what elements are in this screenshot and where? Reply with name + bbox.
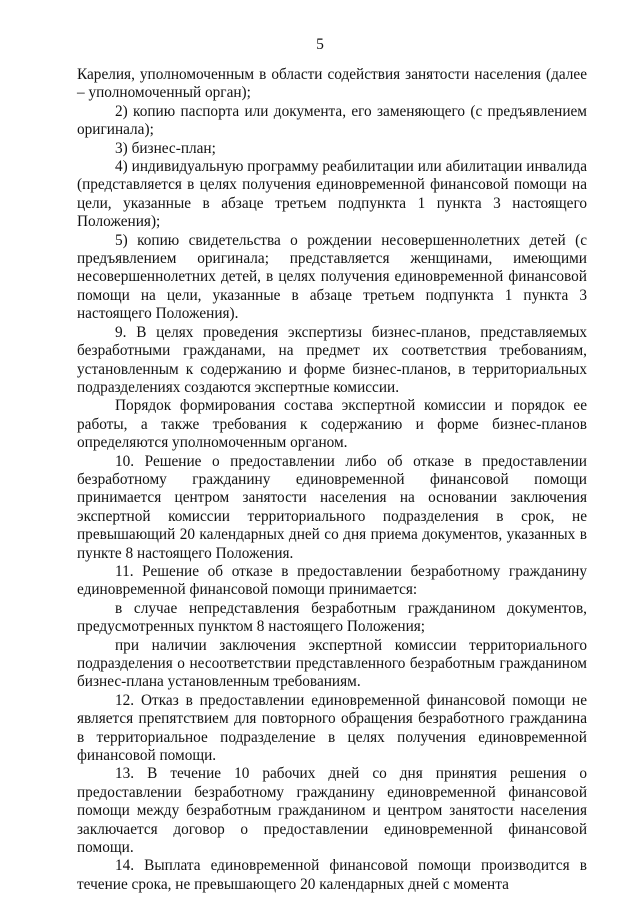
document-body <box>77 66 587 894</box>
paragraph-item-2: 2) копию паспорта или документа, его заменяющего (с предъявлением оригинала); <box>77 102 587 139</box>
paragraph-refusal-reason-2: при наличии заключения экспертной комиссии территориального подразделения о несоответствии представленного безработным гражданином бизнес-плана установленным требованиям. <box>77 636 587 691</box>
paragraph-item-4: 4) индивидуальную программу реабилитации или абилитации инвалида (представляется в целях получения единовременной финансовой помощи на цели, указанные в абзаце третьем подпункта 1 пункта 3 настоящего Положения); <box>77 158 587 231</box>
paragraph-point-10: 10. Решение о предоставлении либо об отказе в предоставлении безработному гражданину единовременной финансовой помощи принимается центром занятости населения на основании заключения экспертной комиссии территориального подразделения в срок, не превышающий 20 календарных дней со дня приема документов, указанных в пункте 8 настоящего Положения. <box>77 452 587 562</box>
paragraph-point-12: 12. Отказ в предоставлении единовременной финансовой помощи не является препятствием для повторного обращения безработного гражданина в территориальное подразделение в целях получения единовременной финансовой помощи. <box>77 691 587 765</box>
paragraph-refusal-reason-1: в случае непредставления безработным гражданином документов, предусмотренных пунктом 8 настоящего Положения; <box>77 599 587 636</box>
paragraph-point-13: 13. В течение 10 рабочих дней со дня принятия решения о предоставлении безработному гражданину единовременной финансовой помощи между безработным гражданином и центром занятости населения заключается договор о предоставлении единовременной финансовой помощи. <box>77 765 587 857</box>
paragraph-point-11: 11. Решение об отказе в предоставлении безработному гражданину единовременной финансовой помощи принимается: <box>77 562 587 599</box>
paragraph-point-9: 9. В целях проведения экспертизы бизнес-планов, представляемых безработными гражданами, на предмет их соответствия требованиям, установленным к содержанию и форме бизнес-планов, в территориальных подразделениях создаются экспертные комиссии. <box>77 323 587 396</box>
paragraph-continuation: Карелия, уполномоченным в области содействия занятости населения (далее – уполномоченный орган); <box>77 66 587 102</box>
paragraph-point-14: 14. Выплата единовременной финансовой помощи производится в течение срока, не превышающего 20 календарных дней с момента <box>77 857 587 893</box>
page-number: 5 <box>316 36 324 53</box>
paragraph-item-5: 5) копию свидетельства о рождении несовершеннолетних детей (с предъявлением оригинала; представляется женщинами, имеющими несовершеннолетних детей, в целях получения единовременной финансовой помощи на цели, указанные в абзаце третьем подпункта 1 пункта 3 настоящего Положения). <box>77 231 587 323</box>
paragraph-item-3: 3) бизнес-план; <box>115 139 216 157</box>
paragraph-commission-order: Порядок формирования состава экспертной комиссии и порядок ее работы, а также требования к содержанию и форме бизнес-планов определяются уполномоченным органом. <box>77 397 587 452</box>
